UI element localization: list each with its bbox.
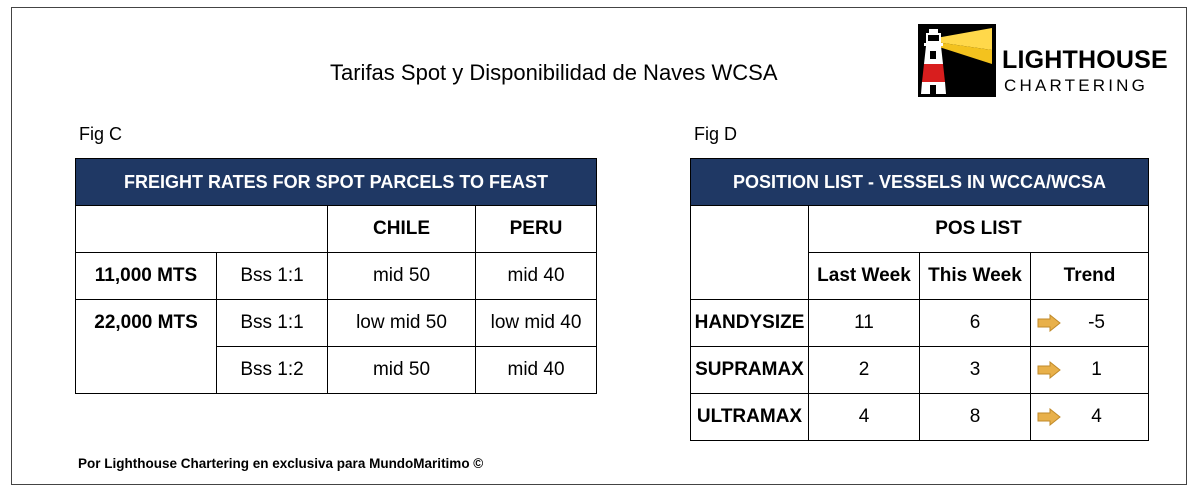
trend-cell <box>1031 394 1149 441</box>
rate-chile: low mid 50 <box>328 300 476 347</box>
trend-value: -5 <box>1088 312 1105 333</box>
this-week-count: 3 <box>920 347 1031 394</box>
freight-rates-title: FREIGHT RATES FOR SPOT PARCELS TO FEAST <box>76 159 597 206</box>
arrow-right-icon <box>1037 314 1061 332</box>
lighthouse-chartering-logo <box>918 24 1173 98</box>
table-row <box>691 347 1149 394</box>
page-title: Tarifas Spot y Disponibilidad de Naves WCSA <box>330 60 778 85</box>
vessel-type: SUPRAMAX <box>691 347 809 394</box>
fig-d-label: Fig D <box>694 124 738 144</box>
column-header-this-week: This Week <box>920 253 1031 300</box>
position-list-title: POSITION LIST - VESSELS IN WCCA/WCSA <box>691 159 1149 206</box>
arrow-right-icon <box>1037 361 1061 379</box>
last-week-count: 4 <box>809 394 920 441</box>
row-label-size: 22,000 MTS <box>76 300 217 394</box>
row-terms: Bss 1:1 <box>217 300 328 347</box>
trend-value: 1 <box>1091 359 1102 380</box>
table-header-empty <box>76 206 328 253</box>
this-week-count: 8 <box>920 394 1031 441</box>
table-row <box>76 300 597 347</box>
rate-peru: mid 40 <box>476 253 597 300</box>
rate-chile: mid 50 <box>328 347 476 394</box>
column-header-peru: PERU <box>476 206 597 253</box>
rate-peru: low mid 40 <box>476 300 597 347</box>
last-week-count: 11 <box>809 300 920 347</box>
table-row <box>76 253 597 300</box>
this-week-count: 6 <box>920 300 1031 347</box>
logo-text-secondary: CHARTERING <box>1004 76 1149 95</box>
row-label-size: 11,000 MTS <box>76 253 217 300</box>
logo-text-primary: LIGHTHOUSE <box>1002 46 1168 74</box>
row-terms: Bss 1:1 <box>217 253 328 300</box>
trend-cell <box>1031 347 1149 394</box>
trend-cell <box>1031 300 1149 347</box>
table-header-empty <box>691 206 809 300</box>
trend-value: 4 <box>1091 406 1102 427</box>
lighthouse-icon <box>918 24 996 97</box>
column-header-last-week: Last Week <box>809 253 920 300</box>
table-row <box>691 394 1149 441</box>
pos-list-header: POS LIST <box>809 206 1149 253</box>
table-row <box>691 300 1149 347</box>
row-terms: Bss 1:2 <box>217 347 328 394</box>
rate-peru: mid 40 <box>476 347 597 394</box>
vessel-type: ULTRAMAX <box>691 394 809 441</box>
column-header-chile: CHILE <box>328 206 476 253</box>
fig-c-label: Fig C <box>79 124 123 144</box>
vessel-type: HANDYSIZE <box>691 300 809 347</box>
position-list-table <box>690 158 1149 441</box>
column-header-trend: Trend <box>1031 253 1149 300</box>
freight-rates-table <box>75 158 597 394</box>
footer-credit: Por Lighthouse Chartering en exclusiva para MundoMaritimo © <box>78 456 484 471</box>
rate-chile: mid 50 <box>328 253 476 300</box>
arrow-right-icon <box>1037 408 1061 426</box>
last-week-count: 2 <box>809 347 920 394</box>
